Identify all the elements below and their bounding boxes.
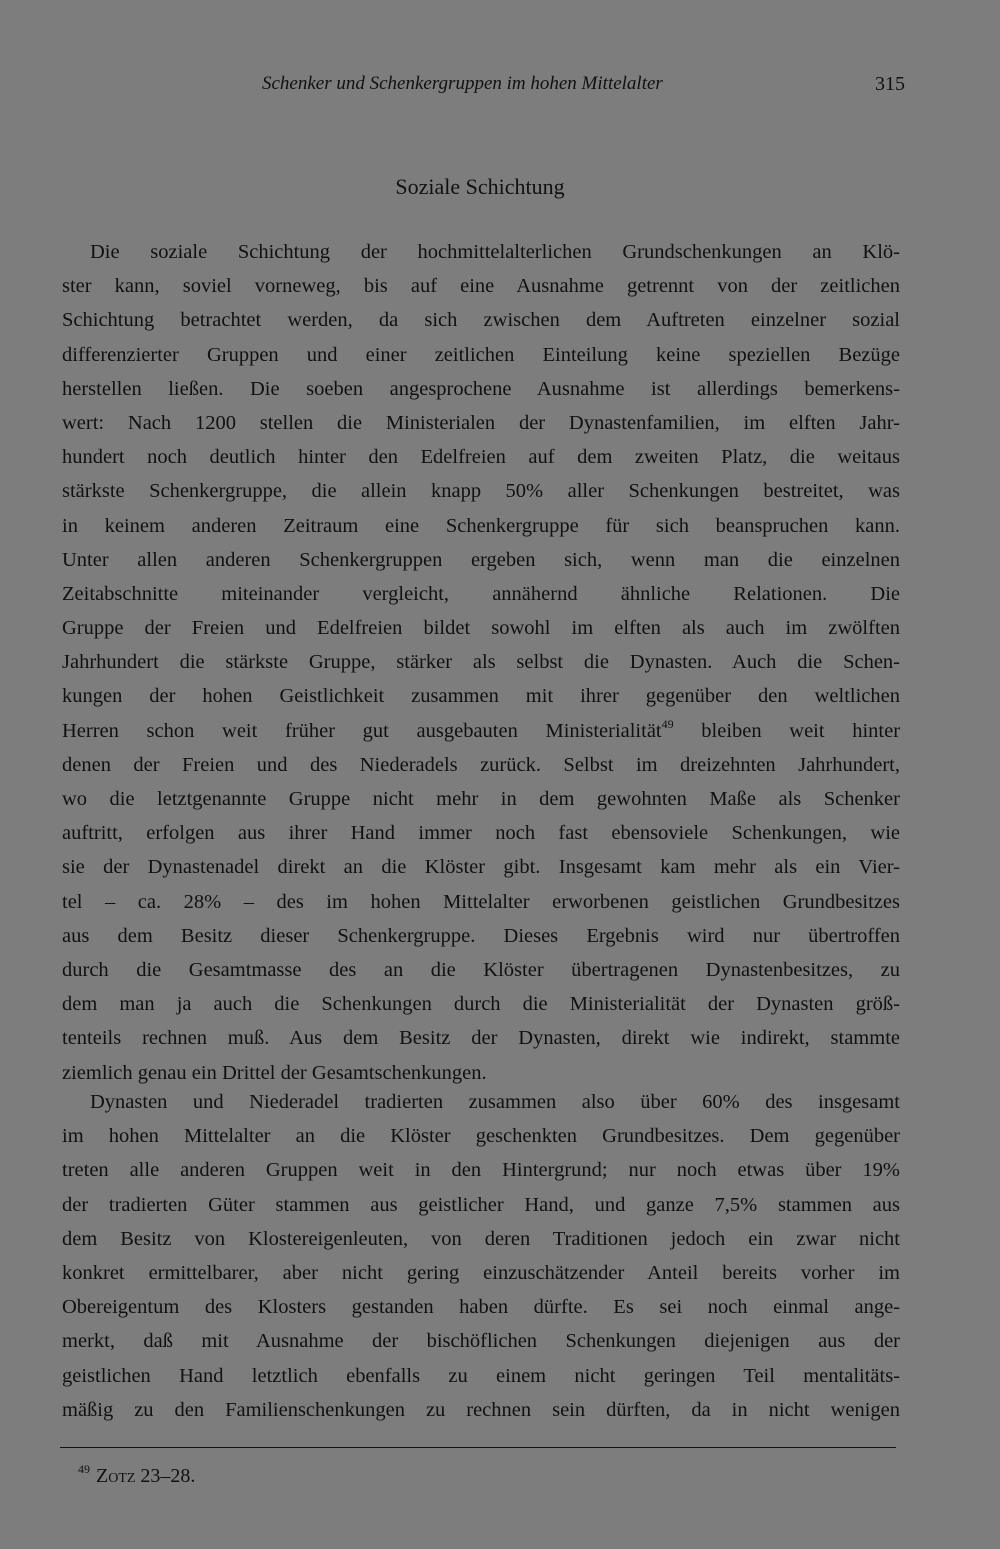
text-line: Schichtung betrachtet werden, da sich zwischen dem Auftreten einzelner sozial <box>62 309 900 332</box>
footnote <box>78 1461 195 1491</box>
footnote-reference[interactable]: 49 <box>661 716 674 731</box>
section-title: Soziale Schichtung <box>395 174 565 199</box>
text-segment: bleiben weit hinter <box>701 719 900 742</box>
text-line: tenteils rechnen muß. Aus dem Besitz der Dynasten, direkt wie indirekt, stammte <box>62 1027 900 1050</box>
text-line: wert: Nach 1200 stellen die Ministerialen der Dynastenfamilien, im elften Jahr- <box>62 411 900 434</box>
text-line: der tradierten Güter stammen aus geistlicher Hand, und ganze 7,5% stammen aus <box>62 1193 900 1216</box>
text-line: ster kann, soviel vorneweg, bis auf eine Ausnahme getrennt von der zeitlichen <box>62 275 900 298</box>
text-line: merkt, daß mit Ausnahme der bischöflichen Schenkungen diejenigen aus der <box>62 1330 900 1353</box>
text-line: stärkste Schenkergruppe, die allein knapp 50% aller Schenkungen bestreitet, was <box>62 480 900 503</box>
text-line: mäßig zu den Familienschenkungen zu rechnen sein dürften, da in nicht wenigen <box>62 1398 900 1421</box>
text-line: im hohen Mittelalter an die Klöster geschenkten Grundbesitzes. Dem gegenüber <box>62 1125 900 1148</box>
text-line: herstellen ließen. Die soeben angesprochene Ausnahme ist allerdings bemerkens- <box>62 377 900 400</box>
text-line: dem man ja auch die Schenkungen durch die Ministerialität der Dynasten größ- <box>62 993 900 1016</box>
footnote-text: Zotz 23–28. <box>96 1465 196 1487</box>
text-line: denen der Freien und des Niederadels zurück. Selbst im dreizehnten Jahrhundert, <box>62 753 900 776</box>
text-line: geistlichen Hand letztlich ebenfalls zu einem nicht geringen Teil mentalitäts- <box>62 1364 900 1387</box>
text-segment: Herren schon weit früher gut ausgebauten Ministerialität <box>62 719 662 742</box>
text-line: konkret ermittelbarer, aber nicht gering einzuschätzender Anteil bereits vorher im <box>62 1261 900 1284</box>
running-head: Schenker und Schenkergruppen im hohen Mittelalter <box>262 73 663 94</box>
text-line: kungen der hohen Geistlichkeit zusammen mit ihrer gegenüber den weltlichen <box>62 685 900 708</box>
footnote-number: 49 <box>78 1462 90 1476</box>
paragraph-2 <box>62 1085 900 1427</box>
text-line: auftritt, erfolgen aus ihrer Hand immer noch fast ebensoviele Schenkungen, wie <box>62 822 900 845</box>
text-line: wo die letztgenannte Gruppe nicht mehr in dem gewohnten Maße als Schenker <box>62 788 900 810</box>
text-line: differenzierter Gruppen und einer zeitlichen Einteilung keine speziellen Bezüge <box>62 343 900 366</box>
footnote-rule <box>60 1447 896 1448</box>
text-line: Dynasten und Niederadel tradierten zusammen also über 60% des insgesamt <box>90 1091 900 1113</box>
text-line: ziemlich genau ein Drittel der Gesamtschenkungen. <box>62 1061 487 1084</box>
page-number: 315 <box>875 73 905 95</box>
text-line: Gruppe der Freien und Edelfreien bildet sowohl im elften als auch im zwölften <box>62 617 900 640</box>
text-line: aus dem Besitz dieser Schenkergruppe. Dieses Ergebnis wird nur übertroffen <box>62 924 900 947</box>
text-line: durch die Gesamtmasse des an die Klöster übertragenen Dynastenbesitzes, zu <box>62 958 900 981</box>
text-line: Zeitabschnitte miteinander vergleicht, annähernd ähnliche Relationen. Die <box>62 582 900 605</box>
text-line: Die soziale Schichtung der hochmittelalterlichen Grundschenkungen an Klö- <box>90 241 900 263</box>
text-line: Unter allen anderen Schenkergruppen ergeben sich, wenn man die einzelnen <box>62 548 900 571</box>
text-line: sie der Dynastenadel direkt an die Klöster gibt. Insgesamt kam mehr als ein Vier- <box>62 856 900 879</box>
text-line-with-footnote-ref <box>62 714 900 748</box>
text-line: in keinem anderen Zeitraum eine Schenkergruppe für sich beanspruchen kann. <box>62 514 900 537</box>
text-line: treten alle anderen Gruppen weit in den Hintergrund; nur noch etwas über 19% <box>62 1159 900 1182</box>
text-line: Jahrhundert die stärkste Gruppe, stärker als selbst die Dynasten. Auch die Schen- <box>62 651 900 674</box>
text-line: dem Besitz von Klostereigenleuten, von deren Traditionen jedoch ein zwar nicht <box>62 1227 900 1250</box>
text-line: hundert noch deutlich hinter den Edelfreien auf dem zweiten Platz, die weitaus <box>62 446 900 469</box>
paragraph-1 <box>62 235 900 1090</box>
text-line: Obereigentum des Klosters gestanden haben dürfte. Es sei noch einmal ange- <box>62 1296 900 1319</box>
text-line: tel – ca. 28% – des im hohen Mittelalter erworbenen geistlichen Grundbesitzes <box>62 890 900 913</box>
